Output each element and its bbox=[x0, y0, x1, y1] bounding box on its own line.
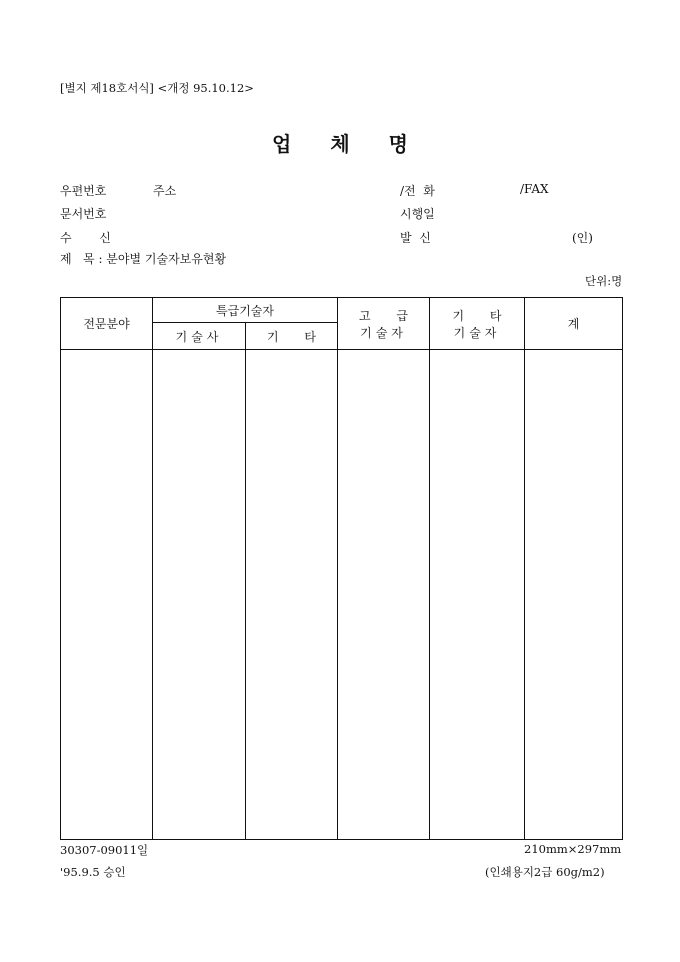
subject-line: 제 목 : 분야별 기술자보유현황 bbox=[60, 252, 227, 266]
form-header-note: [별지 제18호서식] <개정 95.10.12> bbox=[60, 81, 254, 95]
recipient-label: 수 신 bbox=[60, 231, 111, 245]
postal-code-label: 우편번호 bbox=[60, 184, 107, 198]
unit-label: 단위:명 bbox=[585, 274, 623, 288]
other-header-line2: 기술자 bbox=[453, 325, 501, 340]
total-header: 계 bbox=[525, 298, 623, 350]
form-code: 30307-09011일 bbox=[60, 843, 149, 857]
body-cell-special-other bbox=[246, 350, 338, 840]
advanced-header-line2: 기술자 bbox=[360, 325, 407, 340]
phone-label: /전 화 bbox=[400, 184, 435, 198]
document-title bbox=[0, 128, 680, 157]
special-engineer-sub-header: 기술사 bbox=[153, 323, 246, 350]
other-header-line1: 기 타 bbox=[452, 308, 502, 323]
doc-number-label: 문서번호 bbox=[60, 207, 107, 221]
title-char-3: 명 bbox=[388, 132, 408, 156]
title-char-1: 업 bbox=[272, 132, 292, 156]
seal-mark: (인) bbox=[572, 231, 593, 245]
paper-spec: (인쇄용지2급 60g/m2) bbox=[485, 865, 605, 879]
technician-status-table bbox=[60, 297, 623, 840]
title-char-2: 체 bbox=[330, 132, 350, 156]
fax-label: /FAX bbox=[520, 182, 549, 196]
body-cell-advanced bbox=[338, 350, 430, 840]
paper-size: 210mm×297mm bbox=[524, 842, 622, 856]
special-other-sub-header: 기 타 bbox=[246, 323, 338, 350]
other-engineer-header bbox=[430, 298, 525, 350]
address-label: 주소 bbox=[153, 184, 177, 198]
special-engineer-group-header: 특급기술자 bbox=[153, 298, 338, 323]
advanced-engineer-header bbox=[338, 298, 430, 350]
body-cell-field bbox=[61, 350, 153, 840]
advanced-header-line1: 고 급 bbox=[359, 308, 408, 323]
approval-date: '95.9.5 승인 bbox=[60, 865, 126, 879]
effective-date-label: 시행일 bbox=[400, 207, 435, 221]
body-cell-special-engineer bbox=[153, 350, 246, 840]
body-cell-other bbox=[430, 350, 525, 840]
col-field-header: 전문분야 bbox=[61, 298, 153, 350]
sender-label: 발 신 bbox=[400, 231, 431, 245]
body-cell-total bbox=[525, 350, 623, 840]
